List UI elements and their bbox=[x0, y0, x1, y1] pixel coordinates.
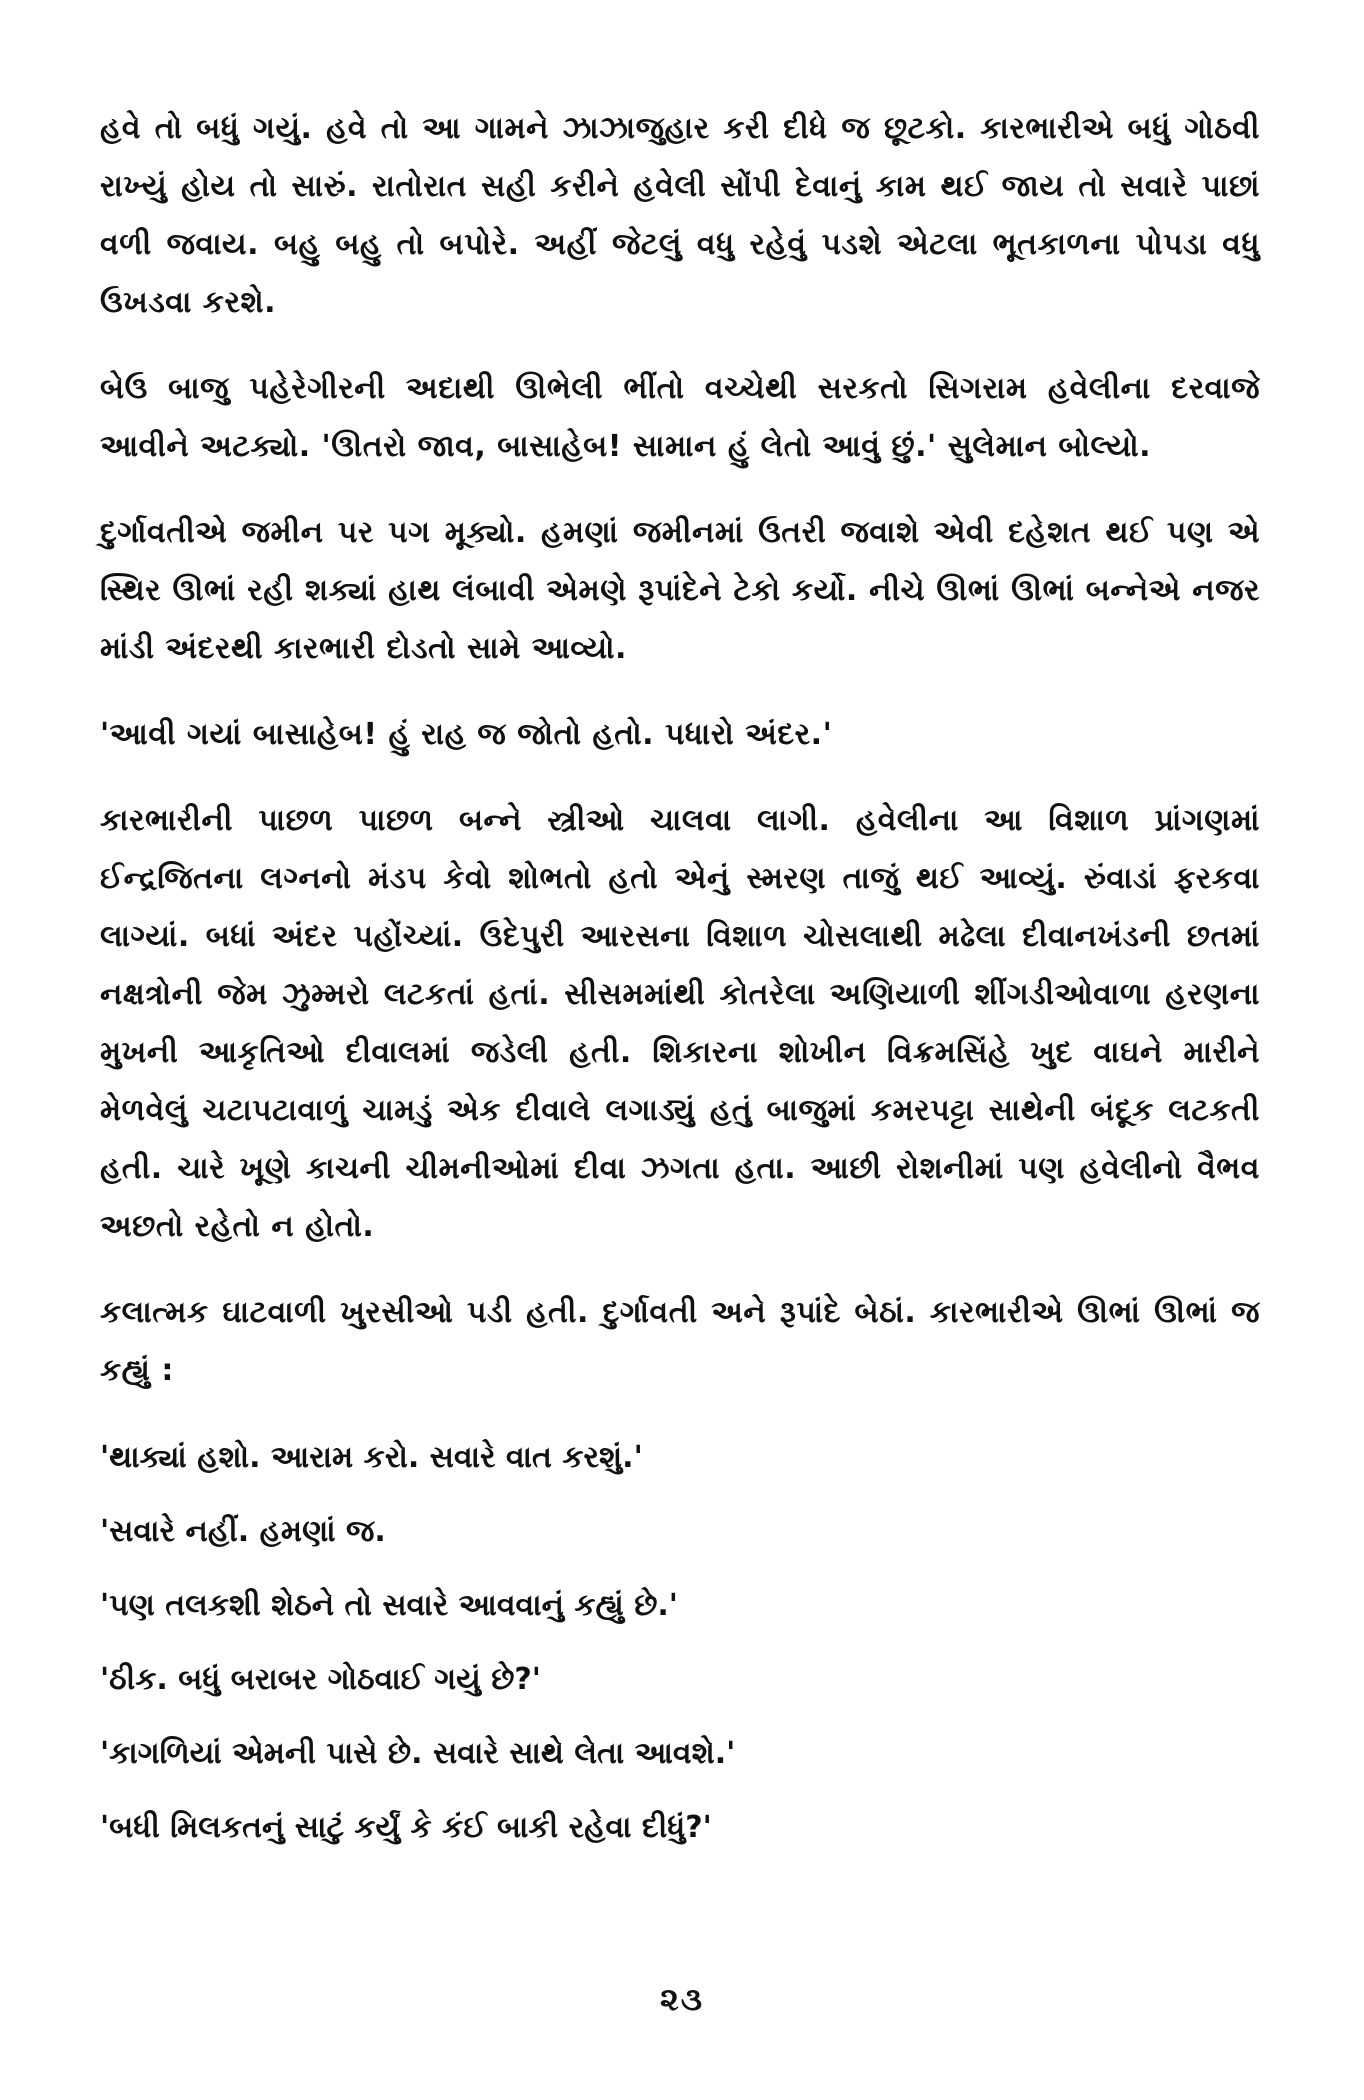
paragraph-4: 'આવી ગયાં બાસાહેબ! હું રાહ જ જોતો હતો. પધારો અંદર.' bbox=[100, 717, 833, 752]
paragraph-3: દુર્ગાવતીએ જમીન પર પગ મૂક્યો. હમણાં જમીનમાં ઉતરી જવાશે એવી દહેશત થઈ પણ એ સ્થિર ઊભાં રહી શક્યાં હાથ લંબાવી એમણે રૂપાંદેને ટેકો કર્યો. નીચે ઊભાં ઊભાં બન્નેએ નજર માંડી અંદરથી કારભારી દોડતો સામે આવ્યો. bbox=[100, 515, 1260, 666]
dialog-line-2: 'સવારે નહીં. હમણાં જ. bbox=[100, 1514, 386, 1549]
paragraph-2: બેઉ બાજુ પહેરેગીરની અદાથી ઊભેલી ભીંતો વચ્ચેથી સરકતો સિગરામ હવેલીના દરવાજે આવીને અટક્યો. 'ઊતરો જાવ, બાસાહેબ! સામાન હું લેતો આવું છું.' સુલેમાન બોલ્યો. bbox=[100, 371, 1260, 464]
dialog-line-3: 'પણ તલકશી શેઠને તો સવારે આવવાનું કહ્યું છે.' bbox=[100, 1588, 678, 1623]
paragraph-1: હવે તો બધું ગયું. હવે તો આ ગામને ઝાઝાજુહાર કરી દીધે જ છૂટકો. કારભારીએ બધું ગોઠવી રાખ્યું હોય તો સારું. રાતોરાત સહી કરીને હવેલી સોંપી દેવાનું કામ થઈ જાય તો સવારે પાછાં વળી જવાય. બહુ બહુ તો બપોરે. અહીં જેટલું વધુ રહેવું પડશે એટલા ભૂતકાળના પોપડા વધુ ઉખડવા કરશે. bbox=[100, 111, 1260, 320]
dialog-line-5: 'કાગળિયાં એમની પાસે છે. સવારે સાથે લેતા આવશે.' bbox=[100, 1736, 736, 1771]
dialog-line-1: 'થાક્યાં હશો. આરામ કરો. સવારે વાત કરશું.' bbox=[100, 1440, 643, 1475]
paragraph-5: કારભારીની પાછળ પાછળ બન્ને સ્ત્રીઓ ચાલવા લાગી. હવેલીના આ વિશાળ પ્રાંગણમાં ઈન્દ્રજિતના લગ્નનો મંડપ કેવો શોભતો હતો એનું સ્મરણ તાજું થઈ આવ્યું. રુંવાડાં ફરકવા લાગ્યાં. બધાં અંદર પહોંચ્યાં. ઉદેપુરી આરસના વિશાળ ચોસલાથી મઢેલા દીવાનખંડની છતમાં નક્ષત્રોની જેમ ઝુમ્મરો લટકતાં હતાં. સીસમમાંથી કોતરેલા અણિયાળી શીંગડીઓવાળા હરણના મુખની આકૃતિઓ દીવાલમાં જડેલી હતી. શિકારના શોખીન વિક્રમસિંહે ખુદ વાઘને મારીને મેળવેલું ચટાપટાવાળું ચામડું એક દીવાલે લગાડ્યું હતું બાજુમાં કમરપટ્ટા સાથેની બંદૂક લટકતી હતી. ચારે ખૂણે કાચની ચીમનીઓમાં દીવા ઝગતા હતા. આછી રોશનીમાં પણ હવેલીનો વૈભવ અછતો રહેતો ન હોતો. bbox=[100, 803, 1260, 1244]
dialog-line-6: 'બધી મિલકતનું સાટું કર્યું કે કંઈ બાકી રહેવા દીધું?' bbox=[100, 1810, 712, 1845]
dialog-line-4: 'ઠીક. બધું બરાબર ગોઠવાઈ ગયું છે?' bbox=[100, 1662, 541, 1697]
page-number: ૨૩ bbox=[659, 1980, 705, 2018]
page-body bbox=[100, 100, 1260, 1872]
paragraph-6: કલાત્મક ઘાટવાળી ખુરસીઓ પડી હતી. દુર્ગાવતી અને રૂપાંદે બેઠાં. કારભારીએ ઊભાં ઊભાં જ કહ્યું : bbox=[100, 1295, 1260, 1388]
